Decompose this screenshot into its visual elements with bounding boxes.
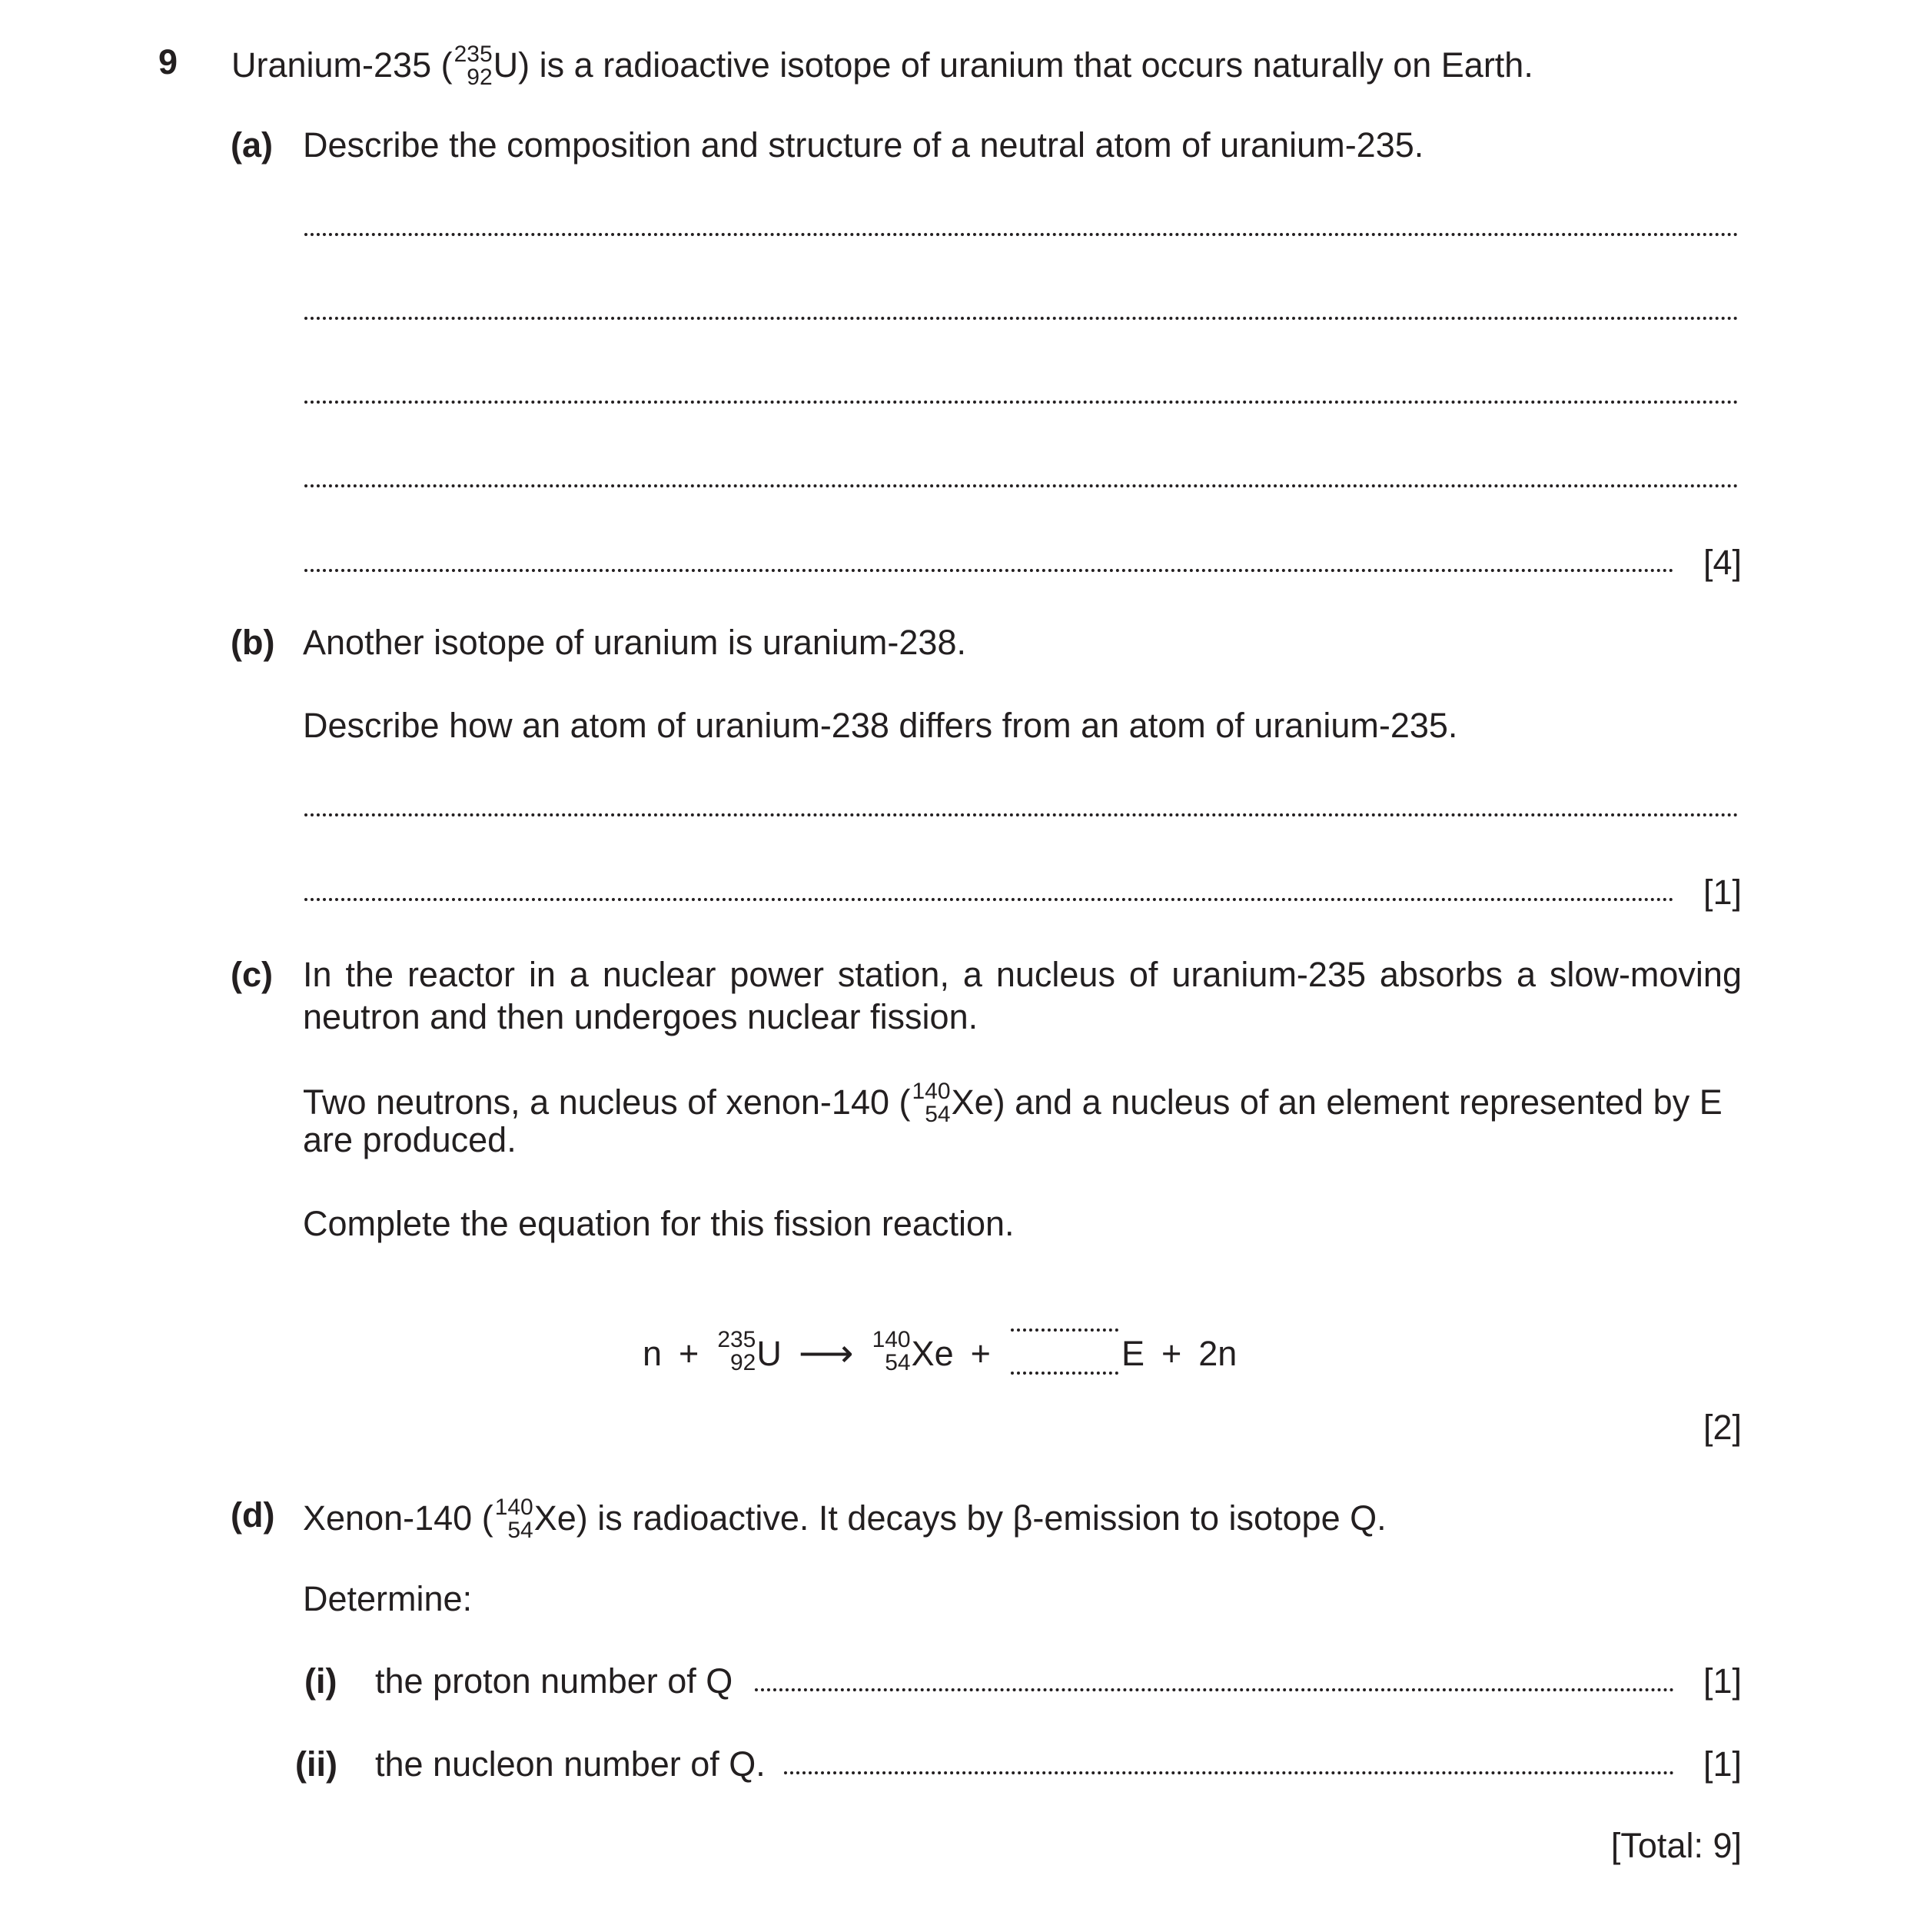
part-d-ii-marks: [1] [1703, 1744, 1742, 1784]
answer-line-a3[interactable] [304, 401, 1739, 404]
part-c-p2-after: ) and a nucleus of an element represented by E [993, 1082, 1723, 1122]
answer-line-a4[interactable] [304, 484, 1739, 487]
intro-text-after: ) is a radioactive isotope of uranium that occurs naturally on Earth. [518, 45, 1533, 85]
part-d-i-label: (i) [304, 1661, 337, 1701]
part-c-p2-before: Two neutrons, a nucleus of xenon-140 ( [303, 1082, 911, 1122]
part-d-text-after: ) is radioactive. It decays by β-emission to isotope Q. [576, 1498, 1387, 1538]
intro-nuclide-symbol: U [493, 45, 519, 85]
part-d-ii-text: the nucleon number of Q. [375, 1744, 766, 1784]
equation-neutron: n [643, 1333, 663, 1373]
equation-plus: + [970, 1333, 991, 1373]
part-c-instruction: Complete the equation for this fission reaction. [303, 1204, 1015, 1243]
equation-e-blanks [1011, 1325, 1118, 1375]
part-c-line1: In the reactor in a nuclear power station, a nucleus of uranium-235 absorbs a slow-moving [303, 955, 1742, 994]
part-d-xe-nuclide: 140 54 [494, 1495, 533, 1543]
part-a-marks: [4] [1703, 543, 1742, 582]
intro-nuclide: 235 92 [453, 42, 493, 90]
proton-number-blank[interactable] [1011, 1368, 1118, 1375]
answer-line-b2[interactable] [304, 898, 1674, 901]
total-marks: [Total: 9] [1610, 1826, 1742, 1865]
mass-number-blank[interactable] [1011, 1325, 1118, 1332]
intro-text-before: Uranium-235 ( [231, 45, 453, 85]
part-d-ii-label: (ii) [295, 1744, 337, 1784]
equation-plus: + [1161, 1333, 1182, 1373]
equation-arrow: ⟶ [798, 1332, 854, 1375]
equation-xe-symbol: Xe [911, 1333, 954, 1373]
equation-e-symbol: E [1121, 1333, 1145, 1373]
answer-line-a2[interactable] [304, 317, 1739, 320]
question-intro [231, 42, 1533, 91]
part-c-xe-nuclide: 140 54 [912, 1079, 951, 1127]
part-a-text: Describe the composition and structure of a neutral atom of uranium-235. [303, 125, 1424, 165]
part-d-determine: Determine: [303, 1579, 473, 1618]
part-d-xe-symbol: Xe [533, 1498, 576, 1538]
part-d-text [303, 1495, 1387, 1544]
answer-line-d-ii[interactable] [784, 1771, 1674, 1774]
equation-u-symbol: U [756, 1333, 782, 1373]
part-d-i-text: the proton number of Q [375, 1661, 733, 1701]
part-d-label: (d) [231, 1495, 275, 1535]
question-number: 9 [158, 42, 178, 81]
equation-plus: + [679, 1333, 699, 1373]
equation-u-nuclide: 235 92 [717, 1327, 756, 1375]
equation-two-neutrons: 2n [1198, 1333, 1238, 1373]
answer-line-a1[interactable] [304, 233, 1739, 236]
part-d-text-before: Xenon-140 ( [303, 1498, 493, 1538]
part-c-line2: neutron and then undergoes nuclear fission. [303, 997, 978, 1036]
part-d-i-marks: [1] [1703, 1661, 1742, 1701]
part-b-text2: Describe how an atom of uranium-238 differs from an atom of uranium-235. [303, 706, 1458, 745]
answer-line-b1[interactable] [304, 813, 1739, 816]
part-c-p2-line2: are produced. [303, 1120, 517, 1159]
part-c-marks: [2] [1703, 1408, 1742, 1447]
part-c-paragraph2 [303, 1079, 1742, 1128]
equation-xe-nuclide: 140 54 [872, 1327, 911, 1375]
part-b-text1: Another isotope of uranium is uranium-238. [303, 623, 966, 662]
part-c-xe-symbol: Xe [951, 1082, 994, 1122]
fission-equation [643, 1328, 1237, 1378]
part-b-label: (b) [231, 623, 275, 662]
answer-line-d-i[interactable] [755, 1688, 1674, 1691]
answer-line-a5[interactable] [304, 569, 1674, 572]
part-c-label: (c) [231, 955, 273, 994]
part-a-label: (a) [231, 125, 273, 165]
part-b-marks: [1] [1703, 873, 1742, 912]
